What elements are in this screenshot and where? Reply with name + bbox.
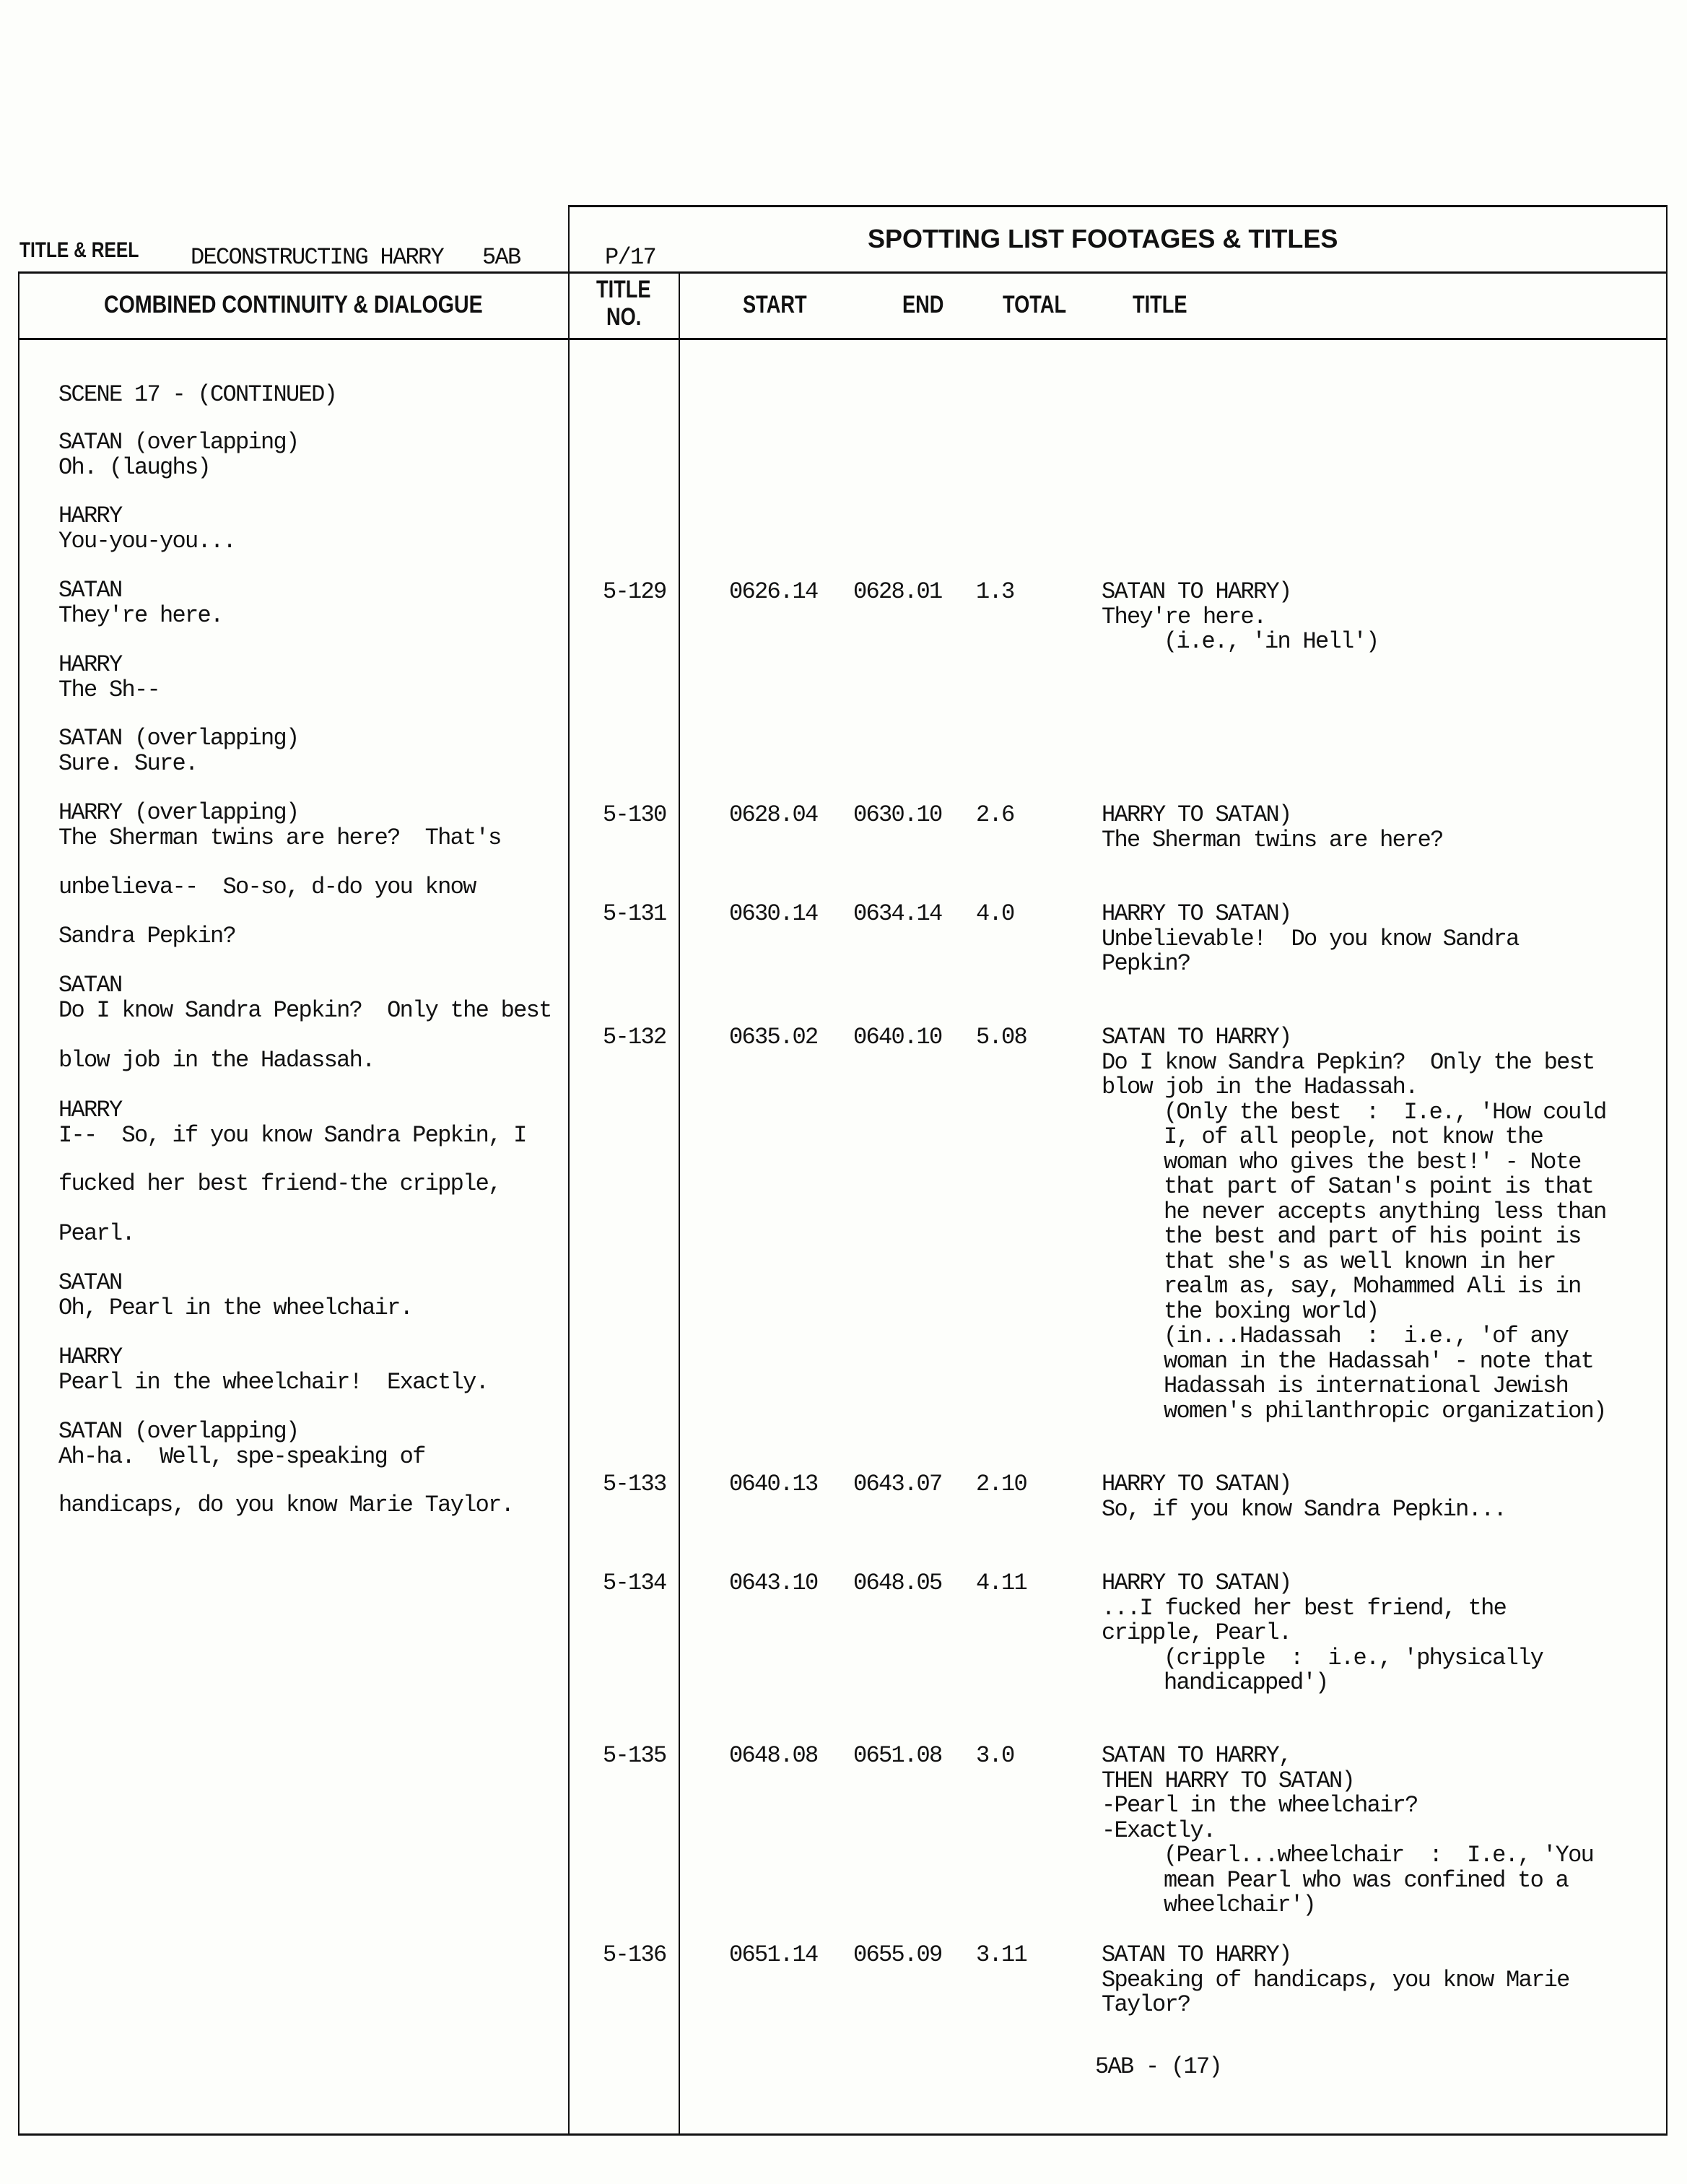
box-bottom-border	[18, 2133, 1668, 2136]
dialogue-line: handicaps, do you know Marie Taylor.	[58, 1492, 514, 1518]
title-number: 5-129	[603, 578, 666, 605]
subtitle-line: Pepkin?	[1102, 950, 1190, 977]
start-footage: 0630.14	[729, 900, 818, 927]
end-footage: 0648.05	[853, 1570, 942, 1596]
dialogue-line: Pearl.	[58, 1220, 135, 1247]
dialogue-line: Pearl in the wheelchair! Exactly.	[58, 1368, 489, 1396]
subtitle-line: Unbelievable! Do you know Sandra	[1102, 925, 1519, 952]
reel-number: 5AB	[482, 244, 520, 271]
end-footage: 0655.09	[853, 1941, 942, 1968]
dialogue-block	[58, 973, 552, 1023]
total-footage: 3.0	[976, 1742, 1014, 1769]
dialogue-block	[58, 924, 235, 949]
title-number: 5-133	[603, 1471, 666, 1497]
dialogue-block	[58, 1048, 375, 1074]
title-number: 5-135	[603, 1742, 666, 1769]
speaker-direction: HARRY TO SATAN)	[1102, 1570, 1291, 1596]
speaker-direction: SATAN TO HARRY)	[1102, 578, 1291, 605]
speaker-line: SATAN	[58, 577, 122, 604]
subtitle-line: cripple, Pearl.	[1102, 1619, 1291, 1646]
dialogue-block	[58, 578, 223, 628]
speaker-line: HARRY	[58, 1097, 122, 1123]
subtitle-line: -Exactly.	[1102, 1817, 1216, 1844]
dialogue-line: Sure. Sure.	[58, 749, 198, 777]
speaker-line: SATAN (overlapping)	[58, 725, 299, 752]
box-right-border	[1666, 205, 1668, 2136]
total-footage: 5.08	[976, 1024, 1027, 1050]
header-divider	[18, 271, 1668, 274]
dialogue-line: I-- So, if you know Sandra Pepkin, I	[58, 1121, 526, 1149]
translator-note-line: wheelchair')	[1164, 1892, 1316, 1918]
dialogue-block	[58, 504, 235, 554]
title-number: 5-132	[603, 1024, 666, 1050]
dialogue-block	[58, 1345, 488, 1395]
subtitle-text	[1102, 1025, 1606, 1424]
subtitle-line: The Sherman twins are here?	[1102, 826, 1443, 853]
dialogue-block	[58, 801, 501, 850]
dialogue-line: They're here.	[58, 601, 223, 629]
speaker-line: SATAN (overlapping)	[58, 1418, 299, 1445]
footer-page-reference: 5AB - (17)	[1095, 2053, 1222, 2080]
end-footage: 0640.10	[853, 1024, 942, 1050]
speaker-direction: SATAN TO HARRY)	[1102, 1024, 1291, 1050]
end-footage: 0643.07	[853, 1471, 942, 1497]
total-footage: 1.3	[976, 578, 1014, 605]
total-footage: 3.11	[976, 1941, 1027, 1968]
page-number: P/17	[605, 244, 656, 271]
translator-note-line: women's philanthropic organization)	[1164, 1397, 1606, 1424]
start-footage: 0640.13	[729, 1471, 818, 1497]
title-reel-label: TITLE & REEL	[19, 238, 139, 262]
translator-note-line: (Only the best : I.e., 'How could	[1164, 1098, 1606, 1126]
dialogue-line: Do I know Sandra Pepkin? Only the best	[58, 996, 552, 1024]
title-number: 5-134	[603, 1570, 666, 1596]
dialogue-line: unbelieva-- So-so, d-do you know	[58, 874, 476, 900]
translator-note-line: mean Pearl who was confined to a	[1164, 1866, 1569, 1894]
speaker-line: SATAN	[58, 1269, 122, 1296]
subtitle-line: ...I fucked her best friend, the	[1102, 1594, 1507, 1622]
film-title: DECONSTRUCTING HARRY	[191, 244, 444, 271]
start-footage: 0635.02	[729, 1024, 818, 1050]
subtitle-text	[1102, 1571, 1543, 1696]
subtitle-line: So, if you know Sandra Pepkin...	[1102, 1495, 1507, 1523]
spotting-list-heading: SPOTTING LIST FOOTAGES & TITLES	[868, 224, 1338, 253]
speaker-direction: SATAN TO HARRY)	[1102, 1941, 1291, 1968]
dialogue-block	[58, 653, 160, 702]
subtitle-line: THEN HARRY TO SATAN)	[1102, 1767, 1355, 1794]
dialogue-block	[58, 726, 299, 776]
title-number: 5-136	[603, 1941, 666, 1968]
translator-note-line: the best and part of his point is	[1164, 1223, 1581, 1250]
dialogue-line: Oh, Pearl in the wheelchair.	[58, 1294, 413, 1321]
box-top-border-right	[568, 205, 1668, 207]
speaker-line: HARRY	[58, 651, 122, 678]
subtitle-line: Taylor?	[1102, 1991, 1190, 2018]
dialogue-block	[58, 1098, 526, 1148]
speaker-line: SATAN	[58, 972, 122, 999]
column-header-divider	[18, 338, 1668, 340]
speaker-direction: HARRY TO SATAN)	[1102, 900, 1291, 927]
dialogue-line: SCENE 17 - (CONTINUED)	[58, 381, 337, 408]
column-divider-dialogue	[568, 205, 570, 2136]
translator-note-line: woman who gives the best!' - Note	[1164, 1148, 1581, 1175]
column-divider-title-no	[679, 271, 680, 2136]
title-number: 5-131	[603, 900, 666, 927]
speaker-direction: HARRY TO SATAN)	[1102, 1471, 1291, 1497]
dialogue-line: fucked her best friend-the cripple,	[58, 1170, 501, 1197]
title-no-heading-line2: NO.	[606, 303, 642, 331]
dialogue-block	[58, 1419, 425, 1469]
total-column-heading: TOTAL	[1003, 291, 1067, 318]
translator-note-line: that she's as well known in her	[1164, 1248, 1556, 1275]
speaker-direction: HARRY TO SATAN)	[1102, 801, 1291, 828]
start-footage: 0628.04	[729, 801, 818, 828]
translator-note-line: (Pearl...wheelchair : I.e., 'You	[1164, 1842, 1594, 1868]
start-footage: 0648.08	[729, 1742, 818, 1769]
subtitle-line: They're here.	[1102, 603, 1266, 630]
total-footage: 4.0	[976, 900, 1014, 927]
translator-note-line: that part of Satan's point is that	[1164, 1173, 1594, 1200]
translator-note-line: (cripple : i.e., 'physically	[1164, 1644, 1543, 1671]
speaker-line: HARRY	[58, 503, 122, 529]
title-no-heading-line1: TITLE	[596, 276, 651, 303]
speaker-line: SATAN (overlapping)	[58, 429, 299, 456]
end-column-heading: END	[902, 291, 944, 318]
speaker-line: HARRY (overlapping)	[58, 799, 299, 826]
subtitle-line: Do I know Sandra Pepkin? Only the best	[1102, 1048, 1595, 1076]
subtitle-text	[1102, 803, 1443, 853]
translator-note-line: handicapped')	[1164, 1669, 1328, 1696]
dialogue-line: The Sherman twins are here? That's	[58, 824, 501, 851]
subtitle-text	[1102, 902, 1519, 977]
continuity-dialogue-heading: COMBINED CONTINUITY & DIALOGUE	[104, 291, 483, 318]
subtitle-line: blow job in the Hadassah.	[1102, 1074, 1418, 1100]
translator-note-line: woman in the Hadassah' - note that	[1164, 1347, 1594, 1375]
translator-note-line: I, of all people, not know the	[1164, 1123, 1543, 1150]
total-footage: 2.6	[976, 801, 1014, 828]
subtitle-text	[1102, 1744, 1593, 1918]
subtitle-line: Speaking of handicaps, you know Marie	[1102, 1966, 1569, 1993]
translator-note-line: (i.e., 'in Hell')	[1164, 628, 1379, 655]
dialogue-line: Oh. (laughs)	[58, 453, 211, 481]
box-left-border	[18, 271, 19, 2136]
dialogue-block	[58, 1222, 134, 1247]
end-footage: 0634.14	[853, 900, 942, 927]
end-footage: 0628.01	[853, 578, 942, 605]
start-column-heading: START	[743, 291, 807, 318]
start-footage: 0643.10	[729, 1570, 818, 1596]
dialogue-line: Ah-ha. Well, spe-speaking of	[58, 1443, 425, 1470]
dialogue-block	[58, 875, 476, 900]
start-footage: 0651.14	[729, 1941, 818, 1968]
translator-note-line: (in...Hadassah : i.e., 'of any	[1164, 1323, 1569, 1349]
subtitle-line: -Pearl in the wheelchair?	[1102, 1792, 1418, 1819]
total-footage: 2.10	[976, 1471, 1027, 1497]
dialogue-line: Sandra Pepkin?	[58, 923, 236, 949]
subtitle-text	[1102, 580, 1379, 655]
subtitle-text	[1102, 1472, 1506, 1522]
speaker-line: HARRY	[58, 1344, 122, 1370]
subtitle-text	[1102, 1943, 1569, 2018]
translator-note-line: the boxing world)	[1164, 1297, 1379, 1325]
dialogue-block	[58, 383, 336, 408]
dialogue-block	[58, 430, 299, 480]
end-footage: 0651.08	[853, 1742, 942, 1769]
translator-note-line: Hadassah is international Jewish	[1164, 1372, 1569, 1399]
dialogue-block	[58, 1172, 501, 1197]
dialogue-block	[58, 1271, 412, 1321]
title-number: 5-130	[603, 801, 666, 828]
dialogue-block	[58, 1493, 513, 1518]
total-footage: 4.11	[976, 1570, 1027, 1596]
translator-note-line: he never accepts anything less than	[1164, 1198, 1606, 1225]
dialogue-line: The Sh--	[58, 676, 160, 703]
start-footage: 0626.14	[729, 578, 818, 605]
end-footage: 0630.10	[853, 801, 942, 828]
dialogue-line: You-you-you...	[58, 527, 236, 554]
translator-note-line: realm as, say, Mohammed Ali is in	[1164, 1273, 1581, 1300]
title-column-heading: TITLE	[1133, 291, 1187, 318]
speaker-direction: SATAN TO HARRY,	[1102, 1742, 1291, 1769]
dialogue-line: blow job in the Hadassah.	[58, 1047, 375, 1074]
